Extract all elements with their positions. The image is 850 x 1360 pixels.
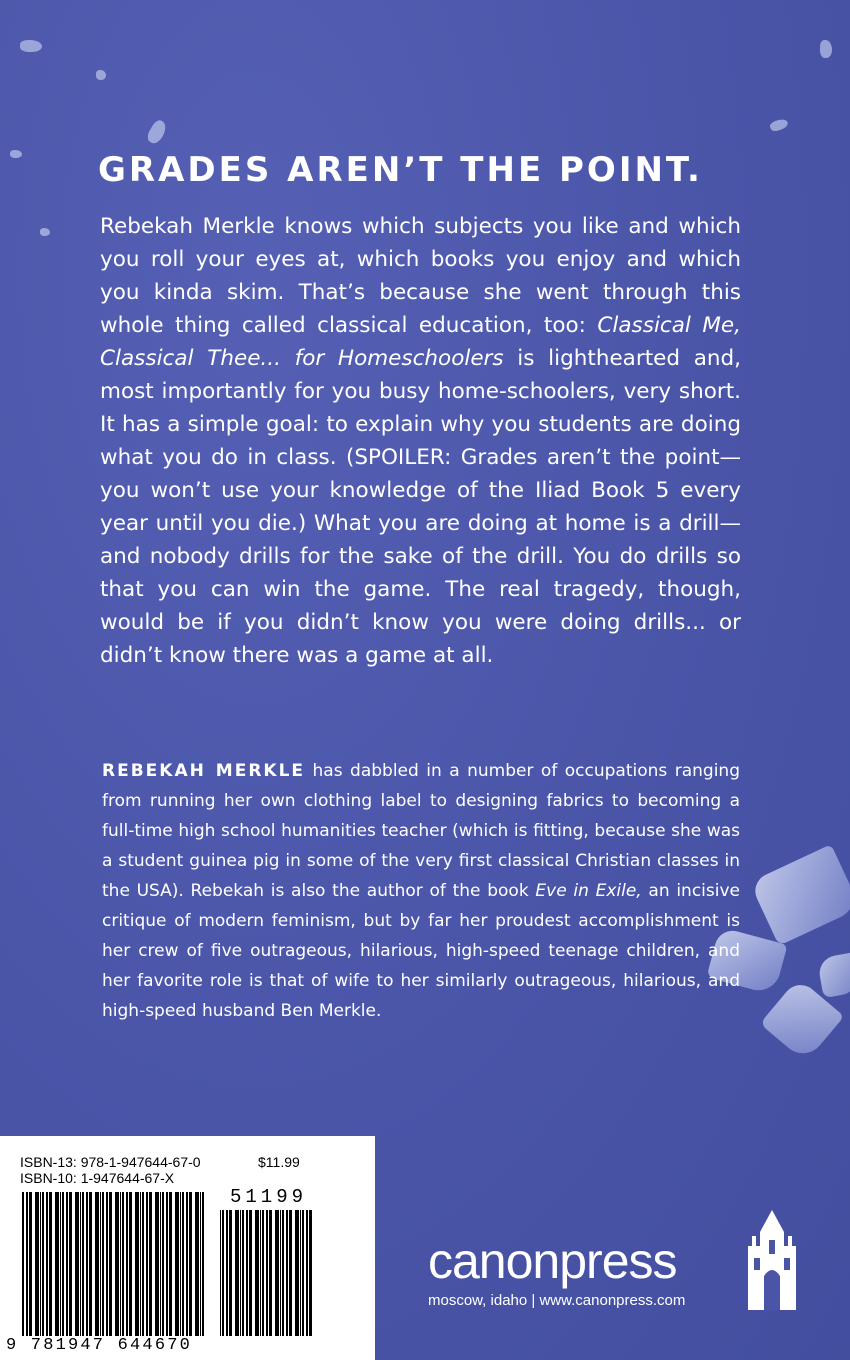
barcode-bar [275,1210,279,1336]
barcode-bar [240,1210,241,1336]
publisher-name: canonpress [428,1233,677,1289]
bio-book-title: Eve in Exile, [535,881,642,901]
paper-fleck-decoration [10,150,22,158]
barcode-bar [42,1192,44,1336]
barcode-bar [100,1192,101,1336]
blurb-book-title: Classical Me, Classical Thee... for Homeschoolers [100,313,741,371]
barcode-bar [102,1192,104,1336]
bio-text-1: has dabbled in a number of occupations ranging from running her own clothing label to designing fabrics to becoming a full-time high school humanities teacher (which is fitting, because she was a student guinea pig in some of the very first classical Christian classes in the USA). Rebekah is also the author of the book [102,761,740,901]
barcode-bar [146,1192,148,1336]
barcode-bar [129,1192,132,1336]
paper-fleck-decoration [769,117,789,133]
barcode-bar [109,1192,112,1336]
castle-tower-icon [742,1206,802,1310]
barcode-bar [29,1192,32,1336]
price-barcode [220,1210,312,1336]
barcode-bar [35,1192,39,1336]
barcode-bar [229,1210,232,1336]
barcode-bar [60,1192,61,1336]
barcode-bar [249,1210,252,1336]
barcode-bar [115,1192,119,1336]
publisher-location: moscow, idaho | www.canonpress.com [428,1292,686,1309]
isbn-10: ISBN-10: 1-947644-67-X [20,1170,175,1186]
barcode-bar [262,1210,264,1336]
barcode-bar [106,1192,108,1336]
barcode-bar [302,1210,304,1336]
barcode-bar [309,1210,312,1336]
blurb-text-2: is lighthearted and, most importantly for you busy home-schoolers, very short. It has a simple goal: to explain why you students are doing what you do in class. (SPOILER: Grades aren’t the point—you won’t use your knowledge of the Iliad Book 5 every year until you die.) What you are doing at home is a drill—and nobody drills for the sake of the drill. You do drills so that you can win the game. The real tragedy, though, would be if you didn’t know you were doing drills... or didn’t know there was a game at all. [100,346,741,668]
barcode-bar [140,1192,141,1336]
barcode-bar [80,1192,81,1336]
barcode-bar [286,1210,288,1336]
barcode-bar [289,1210,292,1336]
barcode-bar [166,1192,168,1336]
barcode-bar [295,1210,299,1336]
barcode-bar [222,1210,224,1336]
barcode-bar [26,1192,28,1336]
barcode-bar [46,1192,48,1336]
barcode-bar [40,1192,41,1336]
barcode-bar [306,1210,308,1336]
barcode-bar [195,1192,199,1336]
paper-fleck-decoration [40,228,50,236]
barcode-bar [269,1210,272,1336]
paper-fleck-decoration [145,118,169,146]
barcode-bar [266,1210,268,1336]
barcode-bar [186,1192,188,1336]
barcode-bar [282,1210,284,1336]
paper-fleck-decoration [20,40,42,52]
headline: GRADES AREN’T THE POINT. [98,150,703,190]
barcode-bar [260,1210,261,1336]
blurb-paragraph [100,210,741,672]
paper-shard-decoration [749,844,850,945]
barcode-bar [126,1192,128,1336]
barcode-bar [155,1192,159,1336]
barcode-bar [89,1192,92,1336]
barcode-digits: 9 781947 644670 [6,1336,193,1355]
barcode-bar [202,1192,204,1336]
barcode-bar [226,1210,228,1336]
barcode-bar [82,1192,84,1336]
barcode-bar [246,1210,248,1336]
barcode-bar [149,1192,152,1336]
barcode-bar [242,1210,244,1336]
barcode-bar [175,1192,179,1336]
author-name: REBEKAH MERKLE [102,761,306,781]
bio-text-2: an incisive critique of modern feminism, but by far her proudest accomplishment is her crew of five outrageous, hilarious, high-speed teenage children, and her favorite role is that of wife to her similarly outrageous, hilarious, and high-speed husband Ben Merkle. [102,881,740,1021]
isbn-13: ISBN-13: 978-1-947644-67-0 [20,1154,201,1170]
barcode-bar [235,1210,239,1336]
barcode-bar [22,1192,24,1336]
barcode-bar [120,1192,121,1336]
barcode-bar [220,1210,221,1336]
blurb-text-1: Rebekah Merkle knows which subjects you like and which you roll your eyes at, which books you enjoy and which you kinda skim. That’s because she went through this whole thing called classical education, too: [100,214,741,338]
barcode-bar [189,1192,192,1336]
barcode-bar [66,1192,68,1336]
barcode-bar [49,1192,52,1336]
barcode-bar [86,1192,88,1336]
barcode-bar [160,1192,161,1336]
barcode-bar [62,1192,64,1336]
barcode-bar [300,1210,301,1336]
price: $11.99 [258,1154,300,1170]
paper-fleck-decoration [96,70,106,80]
barcode-bar [200,1192,201,1336]
isbn-barcode [22,1192,204,1336]
barcode-bar [95,1192,99,1336]
barcode-bar [135,1192,139,1336]
paper-shard-decoration [817,952,850,998]
barcode-bar [255,1210,259,1336]
barcode-bar [180,1192,181,1336]
paper-fleck-decoration [820,40,832,58]
barcode-bar [122,1192,124,1336]
barcode-bar [69,1192,72,1336]
barcode-bar [75,1192,79,1336]
author-bio [102,756,740,1026]
barcode-bar [55,1192,59,1336]
barcode-bar [142,1192,144,1336]
price-code: 51199 [230,1186,308,1208]
barcode-box [0,1136,375,1360]
barcode-bar [169,1192,172,1336]
barcode-bar [280,1210,281,1336]
barcode-bar [162,1192,164,1336]
barcode-bar [182,1192,184,1336]
